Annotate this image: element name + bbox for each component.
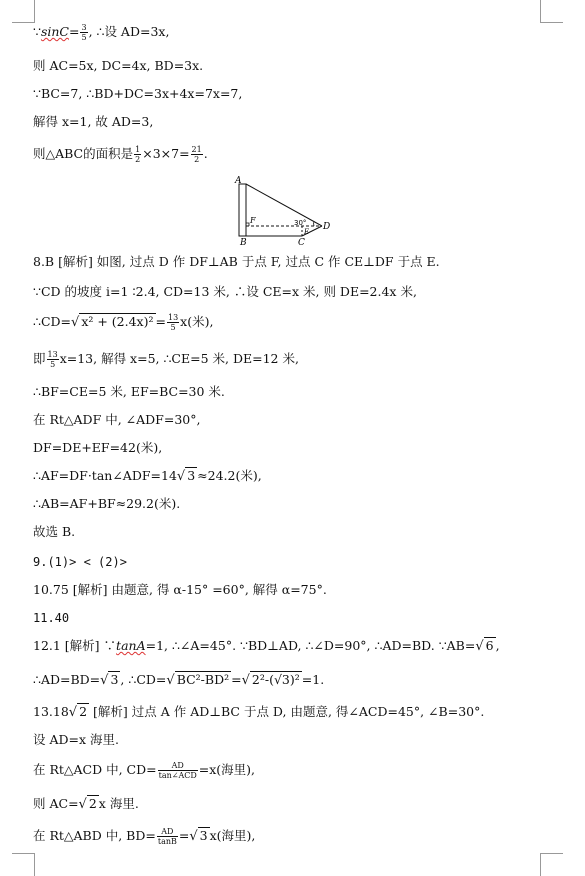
label-b: B [240,238,247,248]
text-line-16: 9.(1)> < (2)> [33,555,127,569]
text-line-18: 11.40 [33,611,70,625]
page-corner-mark-top-left [12,0,35,23]
text-line-6: 8.B [解析] 如图, 过点 D 作 DF⊥AB 于点 F, 过点 C 作 CE⊥DF 于点 E. [33,254,440,269]
text-line-2: 则 AC=5x, DC=4x, BD=3x. [33,58,204,73]
page-corner-mark-bottom-right [540,853,563,876]
label-d: D [323,222,330,232]
text-line-4: 解得 x=1, 故 AD=3, [33,114,154,129]
text-line-9: 即 $\frac{13}{5}$ x=13, 解得 x=5, ∴CE=5 米, DE=12 米, [33,350,299,369]
line-ad [246,184,322,226]
text-line-8: ∴CD=√ x² + (2.4x)² = $\frac{13}{5}$ x(米), [33,313,214,332]
text-line-14: ∴AB=AF+BF≈29.2(米). [33,496,181,511]
label-c: C [298,238,305,248]
text-line-3: ∵BC=7, ∴BD+DC=3x+4x=7x=7, [33,86,243,101]
text-line-23: 在 Rt△ACD 中, CD= $\frac{AD}{\text{tan∠ACD}}$ =x(海里), [33,761,256,780]
text-line-21: 13.18√ 2 [解析] 过点 A 作 AD⊥BC 于点 D, 由题意, 得∠ACD=45°, ∠B=30°. [33,704,485,720]
building-ab [239,184,246,236]
text-line-5: 则△ABC的面积是 $\frac{1}{2}$ ×3×7= $\frac{21}{2}$ . [33,145,208,164]
text-line-7: ∵CD 的坡度 i=1 ∶2.4, CD=13 米, ∴设 CE=x 米, 则 DE=2.4x 米, [33,284,417,299]
text-line-17: 10.75 [解析] 由题意, 得 α-15° =60°, 解得 α=75°. [33,582,327,597]
text-line-11: 在 Rt△ADF 中, ∠ADF=30°, [33,412,201,427]
label-a: A [235,176,242,186]
text-line-1: ∵sinC= $\frac{3}{5}$ , ∴设 AD=3x, [33,23,170,42]
page-corner-mark-bottom-left [12,853,35,876]
label-angle-30: 30° [294,219,307,227]
label-e: E [304,228,310,236]
label-f: F [250,216,256,225]
text-line-25: 在 Rt△ABD 中, BD= $\frac{AD}{\tan B}$ =√ 3 x(海里), [33,827,256,846]
text-line-12: DF=DE+EF=42(米), [33,440,163,455]
page-corner-mark-top-right [540,0,563,23]
text-line-20: ∴AD=BD=√ 3 , ∴CD=√ BC²-BD² =√ 2²-(√3)² =1. [33,672,325,688]
text-line-19: 12.1 [解析] ∵tanA=1, ∴∠A=45°. ∵BD⊥AD, ∴∠D=90°, ∴AD=BD. ∵AB=√ 6 , [33,638,500,654]
text-line-22: 设 AD=x 海里. [33,732,119,747]
text-line-13: ∴AF=DF·tan∠ADF=14√ 3 ≈24.2(米), [33,468,262,484]
text-line-24: 则 AC=√ 2 x 海里. [33,796,139,812]
text-line-15: 故选 B. [33,524,76,539]
text-line-10: ∴BF=CE=5 米, EF=BC=30 米. [33,384,225,399]
geometry-figure [230,174,330,248]
